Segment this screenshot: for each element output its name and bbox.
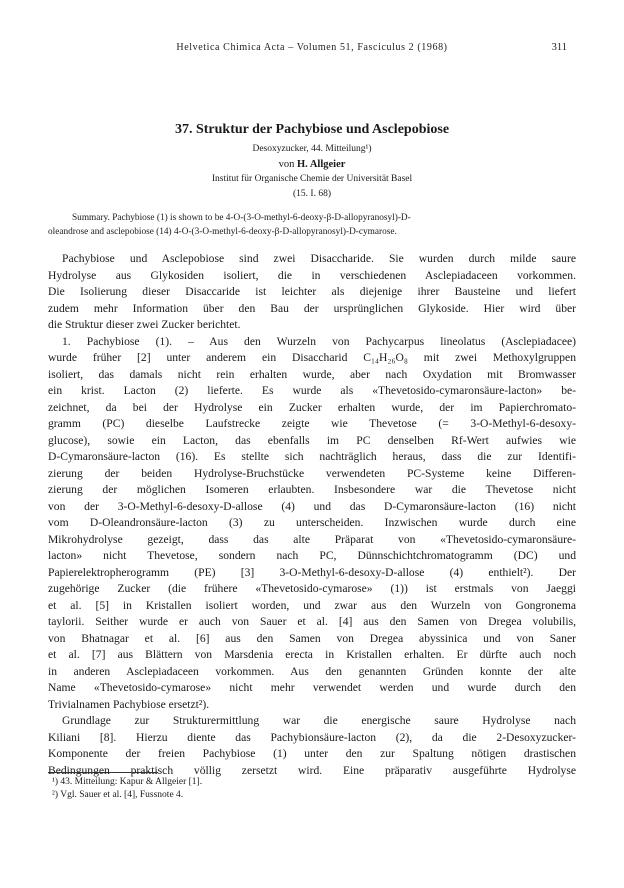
footnote: ²) Vgl. Sauer et al. [4], Fussnote 4. (52, 790, 184, 800)
body-line: Pachybiose und Asclepobiose sind zwei Disaccharide. Sie wurden durch milde saure (62, 252, 576, 265)
body-line: von der 3-O-Methyl-6-desoxy-D-allose (4) und das D-Cymaronsäure-lacton (16) nicht (48, 499, 576, 513)
received-date: (15. I. 68) (293, 189, 331, 199)
body-line: 1. Pachybiose (1). – Aus den Wurzeln von Pachycarpus lineolatus (Asclepiadacee) (62, 334, 576, 348)
footnotes (48, 776, 576, 802)
body-line: Komponente der freien Pachybiose (1) unter den zur Spaltung nötigen drastischen (48, 747, 576, 760)
summary-line: Summary. Pachybiose (1) is shown to be 4-O-(3-O-methyl-6-deoxy-β-D-allopyranosyl)-D- (72, 213, 411, 223)
body-line: Mikrohydrolyse gezeigt, dass das alte Präparat von «Thevetosido-cymaronsäure- (48, 532, 576, 546)
body-line: wurde früher [2] unter anderem ein Disaccharid C₁₄H₂₆O₈ mit zwei Methoxylgruppen (48, 351, 576, 364)
author-prefix: von (278, 159, 295, 170)
body-line: et al. [7] aus Blättern von Marsdenia erecta in Kristallen erhalten. Er dürfte auch noch (48, 648, 576, 661)
article-subtitle: Desoxyzucker, 44. Mitteilung¹) (252, 144, 372, 154)
body-line: Die Isolierung dieser Disaccaride ist leichter als diejenige ihrer Bausteine und liefert (48, 285, 576, 298)
body-line: glucose), sowie ein Lacton, das ebenfalls im PC denselben Rf-Wert aufwies wie (48, 433, 576, 447)
body-line: in anderen Asclepiadaceen vorkommen. Aus den genannten Gründen konnte der alte (48, 664, 576, 678)
article-header (60, 122, 564, 199)
body-line: Kiliani [8]. Hierzu diente das Pachybionsäure-lacton (2), da die 2-Desoxyzucker- (48, 730, 576, 744)
body-line: Name «Thevetosido-cymarose» nicht mehr verwendet werden und wurde durch den (48, 681, 576, 694)
body-text (48, 251, 576, 779)
body-line: von Bhatnagar et al. [6] aus den Samen von Dregea abyssinica und von Saner (48, 631, 576, 645)
footnote-rule (48, 772, 158, 773)
body-line: et al. [5] in Kristallen isoliert worden, und zwar aus den Wurzeln von Gongronema (48, 598, 576, 612)
body-line: zeichnet, da bei der Hydrolyse ein Zucker erhalten wurde, der im Papierchromato- (48, 400, 576, 414)
body-line: Bedingungen praktisch völlig zersetzt wird. Eine präparativ ausgeführte Hydrolyse (48, 763, 576, 777)
body-line: zudem mehr Information über den Bau der ursprünglichen Glykoside. Hier wird über (48, 301, 576, 315)
page-number: 311 (551, 42, 567, 53)
body-line: lacton» nicht Thevetose, sondern nach PC, Dünnschichtchromatogramm (DC) und (48, 549, 576, 562)
body-line: Trivialnamen Pachybiose ersetzt²). (48, 697, 210, 711)
body-line: D-Cymaronsäure-lacton (16). Es stellte sich nachträglich heraus, dass die zur Identifi- (48, 450, 576, 463)
body-line: zierung der möglichen Isomeren erlaubten. Insbesondere war die Thevetose nicht (48, 483, 576, 496)
author-line (60, 159, 564, 170)
body-line: ein krist. Lacton (2) lieferte. Es wurde als «Thevetosido-cymaronsäure-lacton» be- (48, 384, 576, 397)
body-line: isoliert, das damals nicht rein erhalten wurde, aber nach Oxydation mit Bromwasser (48, 367, 576, 381)
body-line: zierung der beiden Hydrolyse-Bruchstücke verwendeten PC-Systeme keine Differen- (48, 466, 576, 480)
body-line: die Struktur dieser zwei Zucker berichtet. (48, 318, 241, 331)
body-line: Hydrolyse aus Glykosiden isoliert, die in verschiedenen Asclepiadaceen vorkommen. (48, 268, 576, 282)
body-line: Grundlage zur Strukturermittlung war die energische saure Hydrolyse nach (62, 714, 576, 727)
body-line: gramm (PC) dieselbe Laufstrecke zeigte wie Thevetose (= 3-O-Methyl-6-desoxy- (48, 417, 576, 430)
institute: Institut für Organische Chemie der Universität Basel (211, 174, 413, 184)
running-head: Helvetica Chimica Acta – Volumen 51, Fasciculus 2 (1968) (176, 42, 448, 53)
author-name: H. Allgeier (296, 159, 346, 170)
body-line: Papierelektropherogramm (PE) [3] 3-O-Methyl-6-desoxy-D-allose (4) enthielt²). Der (48, 565, 576, 579)
body-line: zugehörige Zucker (die frühere «Thevetosido-cymarose» (1)) ist erstmals von Jaeggi (48, 582, 576, 595)
summary-line: oleandrose and asclepobiose (14) 4-O-(3-O-methyl-6-deoxy-β-D-allopyranosyl)-D-cymarose. (48, 227, 397, 237)
article-title: 37. Struktur der Pachybiose und Asclepobiose (174, 122, 450, 137)
footnote: ¹) 43. Mitteilung: Kapur & Allgeier [1]. (52, 777, 203, 787)
summary (48, 211, 576, 239)
body-line: taylorii. Seither wurde er auch von Sauer et al. [4] aus den Samen von Dregea volubilis, (48, 615, 576, 628)
body-line: vom D-Oleandronsäure-lacton (3) zu unterscheiden. Inzwischen wurde durch eine (48, 516, 576, 529)
